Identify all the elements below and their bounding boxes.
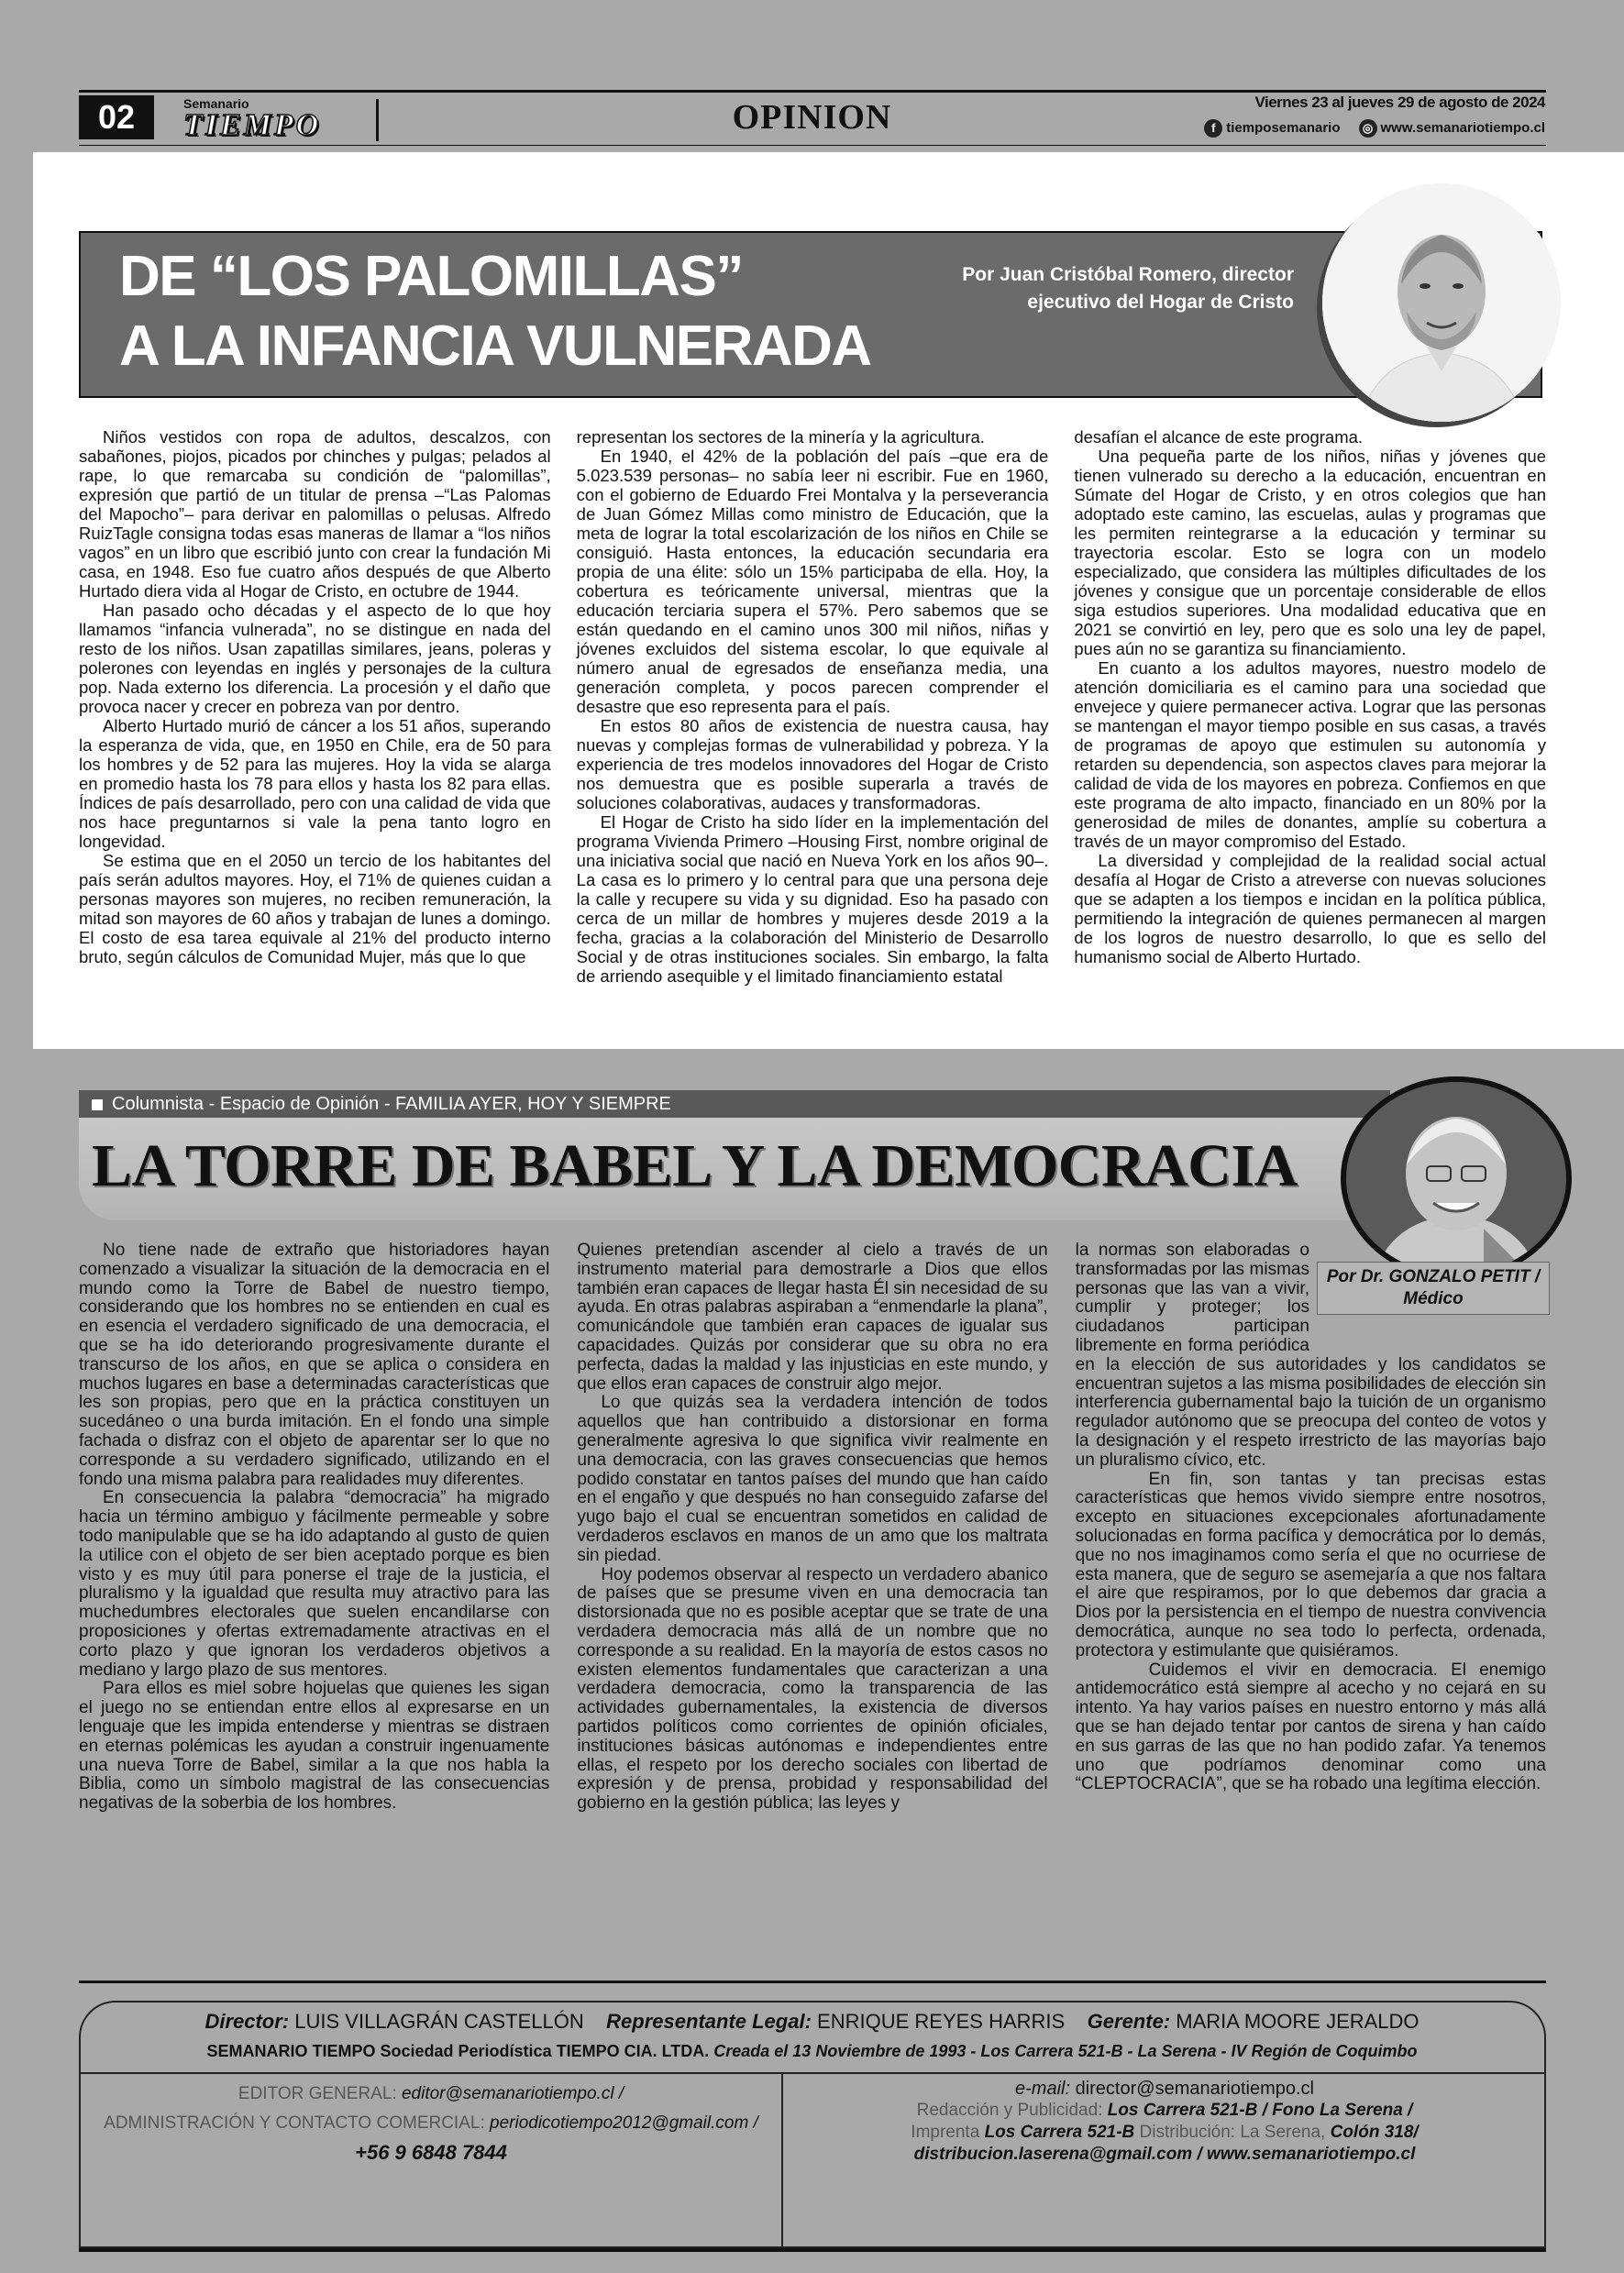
admin-email-link[interactable]: periodicotiempo2012@gmail.com / bbox=[490, 2113, 758, 2133]
director-email-link[interactable]: director@semanariotiempo.cl bbox=[1075, 2079, 1314, 2099]
section-title: OPINION bbox=[732, 98, 892, 137]
editor-email-link[interactable]: editor@semanariotiempo.cl / bbox=[401, 2084, 624, 2103]
article1-title: DE “LOS PALOMILLAS” A LA INFANCIA VULNERADA bbox=[119, 245, 871, 378]
byline-float-space bbox=[1309, 1241, 1546, 1352]
distribution-links[interactable]: distribucion.laserena@gmail.com / www.semanariotiempo.cl bbox=[913, 2145, 1416, 2164]
article2-byline: Por Dr. GONZALO PETIT / Médico bbox=[1317, 1262, 1550, 1315]
issue-date: Viernes 23 al jueves 29 de agosto de 2024 bbox=[1254, 94, 1545, 111]
footer-top-rule bbox=[79, 1981, 1546, 1983]
article1-column-1: Niños vestidos con ropa de adultos, descalzos, con sabañones, piojos, picados por chinches y pulgas; pelados al rape, lo que remarcaba su condición de “palomillas”, expresión que partió de un titular de prensa –“Las Palomas del Mapocho”– para derivar en palomillas o pelusas. Alfredo RuizTagle consigna todas esas maneras de llamar a “los niños vagos” en un libro que escribió junto con crear la fundación Mi casa, en 1948. Eso fue cuatro años después de que Alberto Hurtado diera vida al Hogar de Cristo, en octubre de 1944. Han pasado ocho décadas y el aspecto de lo que hoy llamamos “infancia vulnerada”, no se distingue en nada del resto de los niños. Usan zapatillas similares, jeans, poleras y polerones con leyendas en inglés y personajes de la cultura pop. Nada externo los diferencia. La procesión y el daño que provoca nacer y crecer en pobreza van por dentro. Alberto Hurtado murió de cáncer a los 51 años, superando la esperanza de vida, que, en 1950 en Chile, era de 50 para los hombres y de 52 para las mujeres. Hoy la vida se alarga en promedio hasta los 78 para ellos y hasta los 82 para ellas. Índices de país desarrollado, pero con una calidad de vida que nos hace preguntarnos si vale la pena tanto logro en longevidad. Se estima que en el 2050 un tercio de los habitantes del país serán adultos mayores. Hoy, el 71% de quienes cuidan a personas mayores son mujeres, no reciben remuneración, la mitad son mayores de 60 años y trabajan de lunes a domingo. El costo de esa tarea equivale al 21% del producto interno bruto, según cálculos de Comunidad Mujer, más que lo que bbox=[79, 427, 551, 966]
facebook-link[interactable]: f tiemposemanario bbox=[1204, 119, 1340, 138]
masthead-company: SEMANARIO TIEMPO Sociedad Periodística TIEMPO CIA. LTDA. Creada el 13 Noviembre de 1993 - Los Carrera 521-B - La Serena - IV Región de Coquimbo bbox=[206, 2042, 1418, 2060]
website-link[interactable]: ◎ www.semanariotiempo.cl bbox=[1359, 119, 1546, 138]
square-bullet-icon bbox=[92, 1099, 103, 1110]
brand-logo: TIEMPO bbox=[183, 108, 322, 142]
social-links bbox=[1204, 119, 1545, 138]
facebook-icon: f bbox=[1204, 119, 1222, 138]
article2-column-2: Quienes pretendían ascender al cielo a través de un instrumento material para demostrarle a Dios que ellos también eran capaces de llegar hasta Él sin necesidad de su ayuda. En otras palabras aspiraban a “enmendarle la plana”, comunicándole que también eran capaces de igualar sus capacidades. Quizás por considerar que su obra no era perfecta, dadas la maldad y las injusticias en este mundo, y que ellos eran capaces de construir algo mejor. Lo que quizás sea la verdadera intención de todos aquellos que han contribuido a distorsionar en forma generalmente agresiva lo que significa vivir realmente en una democracia, con las graves consecuencias que hemos podido constatar en tantos países del mundo que han caído en el engaño y que después no han conseguido zafarse del yugo bajo el cual se encuentran sometidos en calidad de verdaderos esclavos en manos de un amo que los maltrata sin piedad. Hoy podemos observar al respecto un verdadero abanico de países que se presume viven en una democracia tan distorsionada que no es posible aceptar que se trate de una verdadera democracia más allá de un nombre que no corresponde a su realidad. En la mayoría de estos casos no existen elementos fundamentales que caracterizan a una verdadera democracia, como la transparencia de las actividades gubernamentales, la existencia de diversos partidos políticos como corrientes de opinión oficiales, instituciones básicas autónomas e independientes entre ellas, el respeto por los derecho sociales con libertad de expresión y de prensa, probidad y responsabilidad del gobierno en la gestión pública; las leyes y bbox=[577, 1241, 1048, 1814]
masthead-divider bbox=[79, 2072, 1546, 2074]
author-photo-romero bbox=[1322, 183, 1561, 422]
masthead-contacts-left: EDITOR GENERAL: editor@semanariotiempo.cl / ADMINISTRACIÓN Y CONTACTO COMERCIAL: periodicotiempo2012@gmail.com / +56 9 6848 7844 bbox=[92, 2080, 770, 2168]
article2-column-3: la normas son elaboradas o transformadas por las mismas personas que las van a vivir, cumplir y proteger; los ciudadanos participan libremente en forma periódica en la elección de sus autoridades y los candidatos se encuentran sujetos a las misma posibilidades de elección sin interferencia gubernamental bajo la tuición de un organismo regulador autónomo que se preocupa del conteo de votos y la designación y el respeto irrestricto de las mayorías bajo un pluralismo cívico, etc. En fin, son tantas y tan precisas estas características que hemos vivido siempre entre nosotros, excepto en situaciones excepcionales afortunadamente solucionadas en forma pacífica y democrática por lo demás, que no nos imaginamos como sería el que no ocurriese de esta manera, que de seguro se asemejaría a que nos faltara el aire que respiramos, por lo que debemos dar gracia a Dios por la persistencia en el tiempo de nuestra convivencia democrática, aunque no sea todo lo perfecta, ordenada, protectora y estimulante que quisiéramos. Cuidemos el vivir en democracia. El enemigo antidemocrático está siempre al acecho y no cejará en su intento. Ya hay varios países en nuestro entorno y más allá que se han dejado tentar por cantos de sirena y han caído en sus garras de las que no han podido zafar. Ya tenemos uno que podríamos denominar como una “CLEPTOCRACIA”, que se ha robado una legítima elección. bbox=[1075, 1241, 1546, 1794]
article2-body bbox=[79, 1241, 1546, 1814]
article1-column-2: representan los sectores de la minería y la agricultura. En 1940, el 42% de la población del país –que era de 5.023.539 personas– no sabía leer ni escribir. Fue en 1960, con el gobierno de Eduardo Frei Montalva y la perseverancia de Juan Gómez Millas como ministro de Educación, que la meta de lograr la total escolarización de los niños en Chile se consiguió. Hasta entonces, la educación secundaria era propia de una élite: sólo un 15% participaba de ella. Hoy, la cobertura es teóricamente universal, mientras que la educación terciaria supera el 57%. Pero sabemos que se están quedando en el camino unos 300 mil niños, niñas y jóvenes excluidos del sistema escolar, lo que equivale al número anual de egresados de enseñanza media, una generación completa, y pocos parecen comprender el desastre que eso representa para el país. En estos 80 años de existencia de nuestra causa, hay nuevas y complejas formas de vulnerabilidad y pobreza. Y la experiencia de tres modelos innovadores del Hogar de Cristo nos demuestra que es posible superarla a través de soluciones colaborativas, audaces y transformadoras. El Hogar de Cristo ha sido líder en la implementación del programa Vivienda Primero –Housing First, nombre original de una iniciativa social que nació en Nueva York en los años 90–. La casa es lo primero y lo central para que una persona deje la calle y recupere su vida y su dignidad. Eso ha pasado con cerca de un millar de hombres y mujeres desde 2019 a la fecha, gracias a la colaboración del Ministerio de Desarrollo Social y de otras instituciones sociales. Sin embargo, la falta de arriendo asequible y el limitado financiamiento estatal bbox=[576, 427, 1049, 986]
article1-byline: Por Juan Cristóbal Romero, director ejecutivo del Hogar de Cristo bbox=[962, 264, 1294, 313]
brand-label-small: Semanario bbox=[183, 96, 249, 111]
masthead-vertical-divider bbox=[781, 2074, 783, 2248]
header-top-rule bbox=[79, 90, 1546, 93]
article2-column-1: No tiene nade de extraño que historiadores hayan comenzado a visualizar la situación de la democracia en el mundo como la Torre de Babel de nuestro tiempo, considerando que los hombres no se entienden en cual es en esencia el verdadero significado de una democracia, el que se ha ido deteriorando progresivamente durante el transcurso de los años, en que se aplica o considera en muchos lugares en base a determinadas características que les son propias, pero que en la práctica constituyen un sucedáneo o una burda imitación. En el fondo una simple fachada o disfraz con el objeto de aparentar ser lo que no corresponde a su verdadero significado, utilizando en el fondo una misma palabra para realidades muy diferentes. En consecuencia la palabra “democracia” ha migrado hacia un término ambiguo y fácilmente permeable y sobre todo manipulable que se ha ido adaptando al gusto de quien la utilice con el objeto de ser bien aceptado porque es bien visto y es muy útil para ponerse el traje de la justicia, el pluralismo y la igualdad que resulta muy atractivo para las muchedumbres electorales que suelen encandilarse con proposiciones y ofertas extremadamente atractivas en el corto plazo y que ignoran los verdaderos objetivos a mediano y largo plazo de sus mentores. Para ellos es miel sobre hojuelas que quienes les sigan el juego no se entiendan entre ellos al expresarse en un lenguaje que les impida entenderse y mientras se distraen en eternas polémicas les ayudan a construir ingenuamente una nueva Torre de Babel, similar a la que nos habla la Biblia, como un símbolo magistral de las consecuencias negativas de la soberbia de los hombres. bbox=[79, 1241, 550, 1814]
masthead-contacts-right: e-mail: director@semanariotiempo.cl Redacción y Publicidad: Los Carrera 521-B / Fono La Serena / Imprenta Los Carrera 521-B Distribución: La Serena, Colón 318/ distribucion.laserena@gmail.com / www.semanariotiempo.cl bbox=[798, 2078, 1531, 2166]
header-bottom-rule bbox=[79, 145, 1546, 146]
article2-category: Columnista - Espacio de Opinión - FAMILIA AYER, HOY Y SIEMPRE bbox=[79, 1090, 1390, 1118]
masthead-staff: Director: LUIS VILLAGRÁN CASTELLÓN Representante Legal: ENRIQUE REYES HARRIS Gerente: MARIA MOORE JERALDO bbox=[204, 2010, 1420, 2033]
globe-icon: ◎ bbox=[1359, 119, 1377, 138]
article2-title: LA TORRE DE BABEL Y LA DEMOCRACIA bbox=[92, 1132, 1298, 1199]
article1-body bbox=[79, 427, 1546, 986]
footer-bottom-rule bbox=[79, 2248, 1546, 2252]
article1-column-3: desafían el alcance de este programa. Una pequeña parte de los niños, niñas y jóvenes que tienen vulnerado su derecho a la educación, encuentran en Súmate del Hogar de Cristo, y en otros colegios que han adoptado este camino, las escuelas, aulas y programas que les permiten reintegrarse a la educación y terminar su trayectoria escolar. Esto se logra con un modelo especializado, que considera las múltiples dificultades de los jóvenes y consigue que un porcentaje considerable de ellos siga estudios superiores. Una modalidad educativa que en 2021 se convirtió en ley, pero que es solo una ley de papel, pues aún no se garantiza su financiamiento. En cuanto a los adultos mayores, nuestro modelo de atención domiciliaria es el camino para una sociedad que envejece y quiere permanecer activa. Lograr que las personas se mantengan el mayor tiempo posible en sus casas, a través de programas de apoyo que estimulen su autonomía y retarden su dependencia, son aspectos claves para mejorar la calidad de vida de los mayores en pobreza. Confiemos en que este programa de alto impacto, financiado en un 80% por la generosidad de miles de donantes, amplíe su cobertura a través de un mayor compromiso del Estado. La diversidad y complejidad de la realidad social actual desafía al Hogar de Cristo a atreverse con nuevas soluciones que se adapten a los tiempos e incidan en la política pública, permitiendo la integración de quienes permanecen al margen de los logros de nuestro desarrollo, lo que es sello del humanismo social de Alberto Hurtado. bbox=[1074, 427, 1547, 966]
page-number: 02 bbox=[79, 95, 154, 139]
phone-number: +56 9 6848 7844 bbox=[355, 2141, 507, 2164]
